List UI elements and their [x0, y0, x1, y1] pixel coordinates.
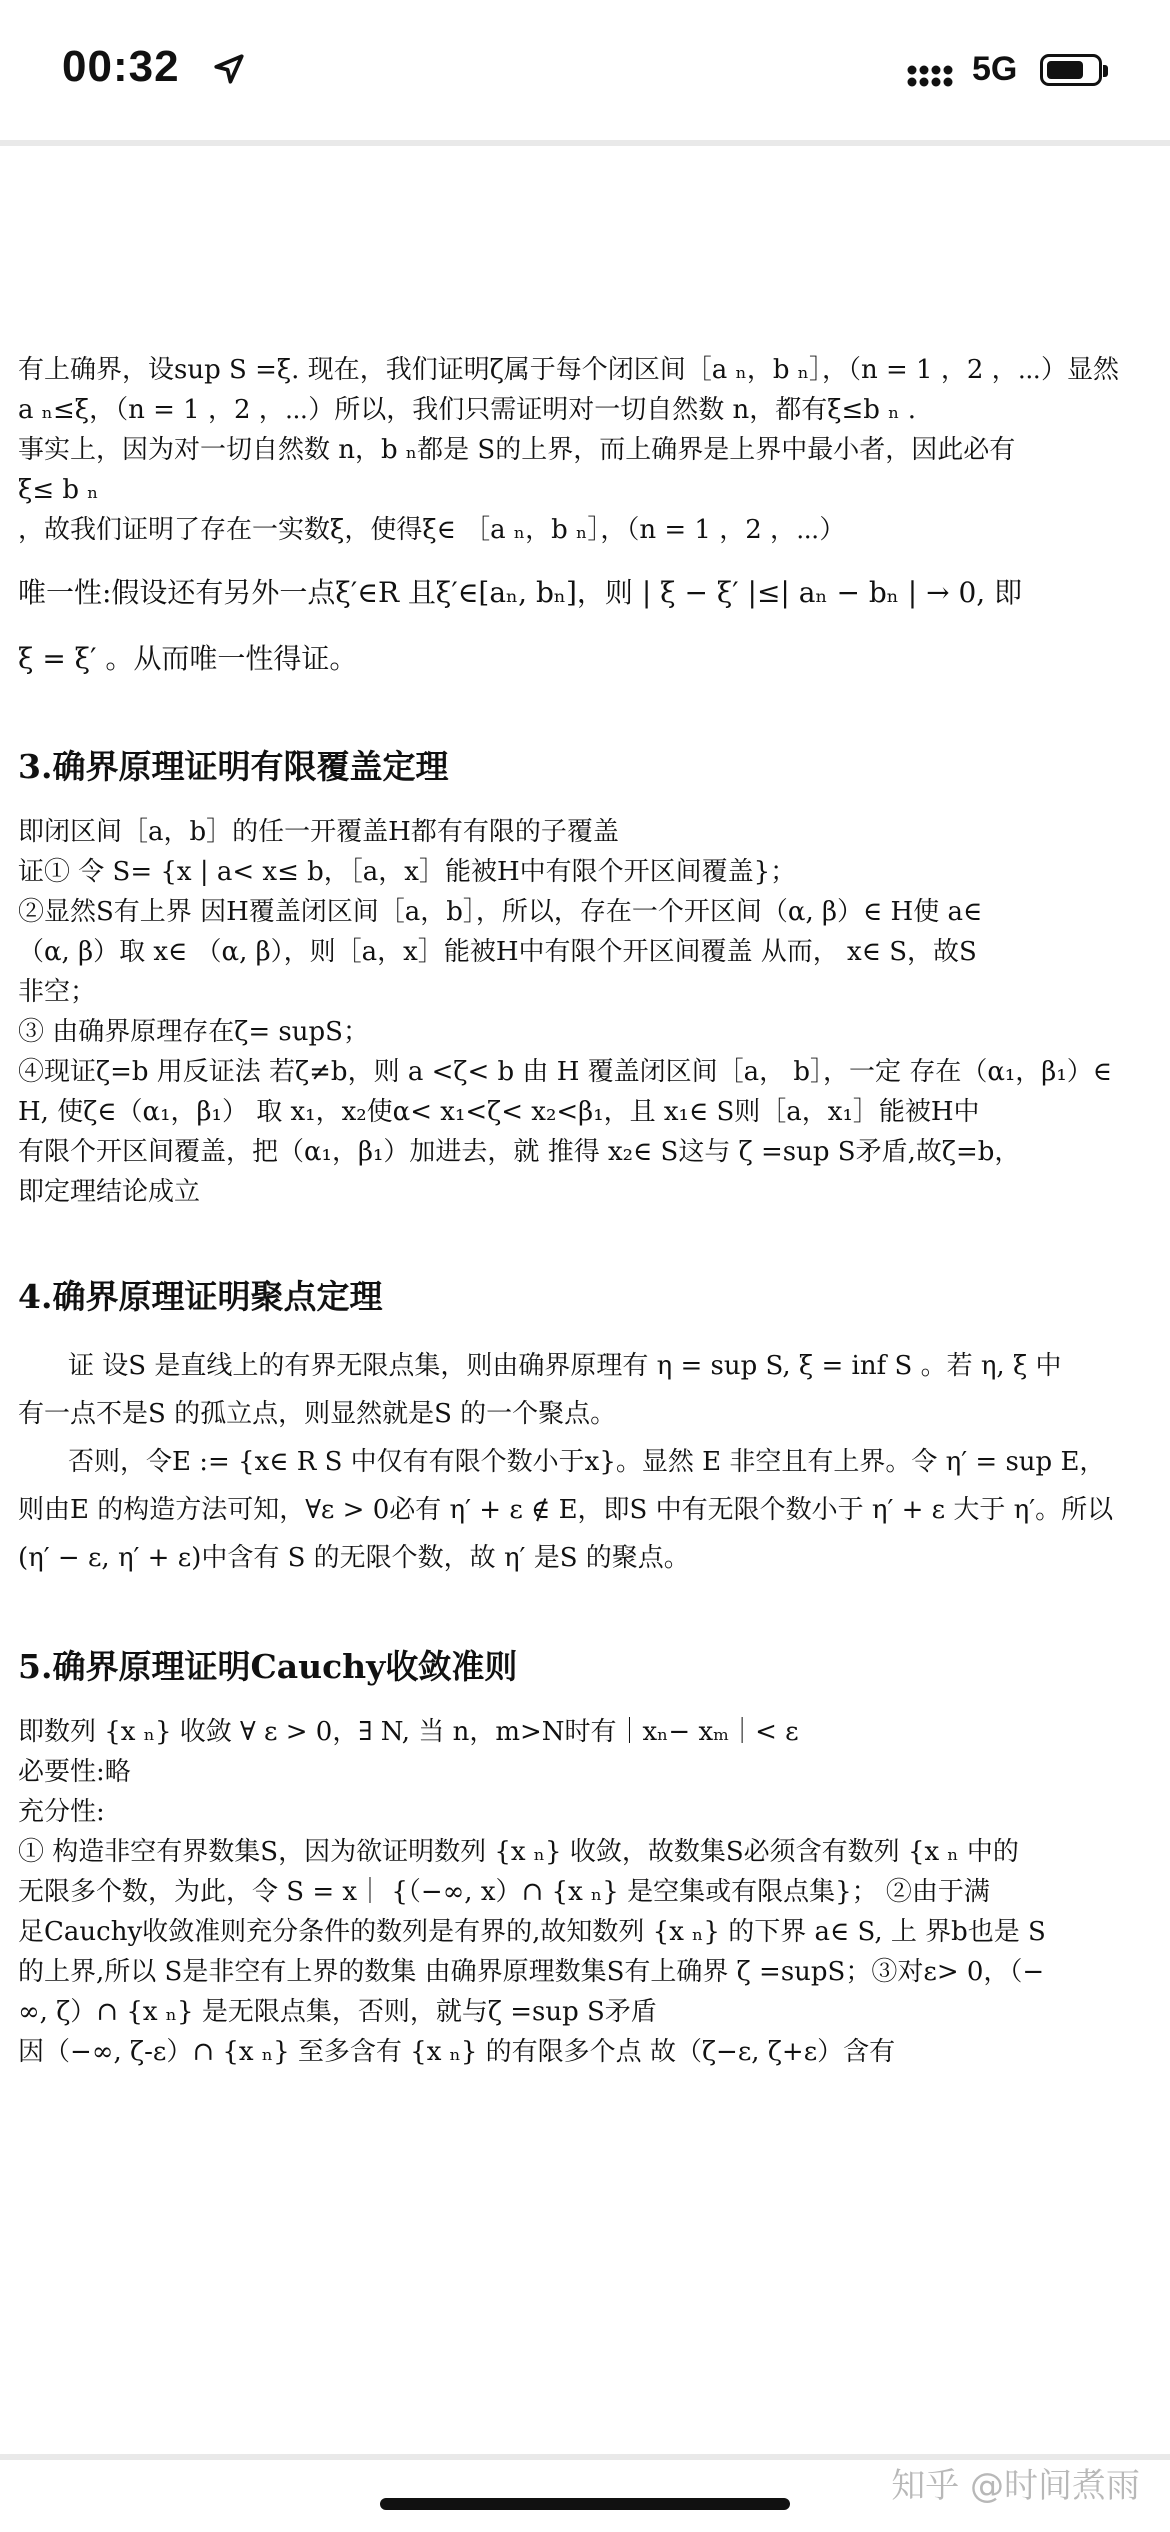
section-5-line: 即数列 {x ₙ} 收敛 ∀ ε > 0，∃ N, 当 n，m>N时有｜xₙ− xₘ｜< ε — [18, 1717, 799, 1747]
section-5-line: 足Cauchy收敛准则充分条件的数列是有界的,故知数列 {x ₙ} 的下界 a∈ S, 上 界b也是 S — [18, 1917, 1046, 1947]
section-3-line: 非空； — [18, 977, 97, 1007]
cellular-signal-icon — [906, 58, 960, 88]
article-body — [18, 350, 1153, 2072]
section-4-line: (η′ − ε, η′ + ε)中含有 S 的无限个数，故 η′ 是S 的聚点。 — [18, 1543, 690, 1573]
status-bar — [0, 0, 1170, 140]
section-4-line: 否则，令E := {x∈ R S 中仅有有限个数小于x}。显然 E 非空且有上界。令 η′ = sup E， — [68, 1447, 1106, 1477]
intro-line: 有上确界，设sup S =ξ. 现在，我们证明ζ属于每个闭区间［a ₙ，b ₙ］，（n = 1 ，2 ，⋯）显然 — [18, 355, 1120, 385]
section-4-line: 有一点不是S 的孤立点，则显然就是S 的一个聚点。 — [18, 1399, 617, 1429]
section-5-body — [18, 1712, 1153, 2072]
intro-line: ξ≤ b ₙ — [18, 475, 99, 505]
uniqueness-line: 唯一性:假设还有另外一点ξ′∈R 且ξ′∈[aₙ, bₙ]，则 | ξ − ξ′ |≤| aₙ − bₙ | → 0, 即 — [18, 576, 1023, 609]
location-arrow-icon — [212, 52, 246, 86]
section-3-line: 即定理结论成立 — [18, 1177, 201, 1207]
section-5-line: ∞, ζ）∩ {x ₙ} 是无限点集，否则，就与ζ =sup S矛盾 — [18, 1997, 657, 2027]
section-3-line: ④现证ζ=b 用反证法 若ζ≠b，则 a <ζ< b 由 H 覆盖闭区间［a， b］，一定 存在（α₁，β₁）∈ — [18, 1057, 1112, 1087]
section-5-line: 因（−∞, ζ-ε）∩ {x ₙ} 至多含有 {x ₙ} 的有限多个点 故（ζ−ε, ζ+ε）含有 — [18, 2037, 896, 2067]
intro-block — [18, 350, 1153, 550]
status-time: 00:32 — [62, 42, 180, 91]
zhihu-watermark: 知乎 @时间煮雨 — [891, 2466, 1140, 2506]
section-5-line: 的上界,所以 S是非空有上界的数集 由确界原理数集S有上确界 ζ =supS；③对ε> 0，（− — [18, 1957, 1045, 1987]
section-3-line: ②显然S有上界 因H覆盖闭区间［a，b］，所以，存在一个开区间（α, β）∈ H使 a∈ — [18, 897, 983, 927]
section-5-title: 5.确界原理证明Cauchy收敛准则 — [18, 1647, 518, 1686]
section-3-body — [18, 812, 1153, 1212]
section-5-line: ① 构造非空有界数集S，因为欲证明数列 {x ₙ} 收敛，故数集S必须含有数列 {x ₙ 中的 — [18, 1837, 1019, 1867]
network-type: 5G — [972, 50, 1018, 88]
section-3-line: ③ 由确界原理存在ζ= supS； — [18, 1017, 369, 1047]
section-3-line: 即闭区间［a，b］的任一开覆盖H都有有限的子覆盖 — [18, 817, 619, 847]
uniqueness-conclusion: ξ = ξ′ 。从而唯一性得证。 — [18, 642, 358, 675]
section-4-line: 证 设S 是直线上的有界无限点集，则由确界原理有 η = sup S, ξ = inf S 。若 η, ξ 中 — [68, 1351, 1062, 1381]
section-4-body — [18, 1342, 1153, 1582]
section-3-line: 有限个开区间覆盖，把（α₁，β₁）加进去，就 推得 x₂∈ S这与 ζ =sup S矛盾,故ζ=b， — [18, 1137, 1021, 1167]
section-4-line: 则由E 的构造方法可知，∀ε > 0必有 η′ + ε ∉ E，即S 中有无限个数小于 η′ + ε 大于 η′。所以 — [18, 1495, 1114, 1525]
section-3-line: （α, β）取 x∈ （α, β），则［a，x］能被H中有限个开区间覆盖 从而， x∈ S，故S — [18, 937, 977, 967]
home-indicator[interactable] — [380, 2498, 790, 2510]
section-5-line: 必要性:略 — [18, 1757, 131, 1787]
section-5-line: 无限多个数，为此，令 S = x｜ {（−∞, x）∩ {x ₙ} 是空集或有限点集}； ②由于满 — [18, 1877, 990, 1907]
intro-line: a ₙ≤ξ，（n = 1 ，2 ，⋯）所以，我们只需证明对一切自然数 n，都有ξ≤b ₙ . — [18, 395, 916, 425]
intro-line: ，故我们证明了存在一实数ξ，使得ξ∈ ［a ₙ，b ₙ］，（n = 1 ，2 ，⋯） — [18, 515, 846, 545]
section-3-line: H, 使ζ∈（α₁，β₁） 取 x₁，x₂使α< x₁<ζ< x₂<β₁，且 x₁∈ S则［a，x₁］能被H中 — [18, 1097, 980, 1127]
intro-line: 事实上，因为对一切自然数 n，b ₙ都是 S的上界，而上确界是上界中最小者，因此必有 — [18, 435, 1016, 465]
section-3-line: 证① 令 S= {x | a< x≤ b，［a，x］能被H中有限个开区间覆盖}； — [18, 857, 797, 887]
divider — [0, 140, 1170, 146]
section-3-title: 3.确界原理证明有限覆盖定理 — [18, 747, 449, 786]
section-5-line: 充分性: — [18, 1797, 105, 1827]
section-4-title: 4.确界原理证明聚点定理 — [18, 1277, 383, 1316]
battery-icon — [1040, 54, 1102, 86]
